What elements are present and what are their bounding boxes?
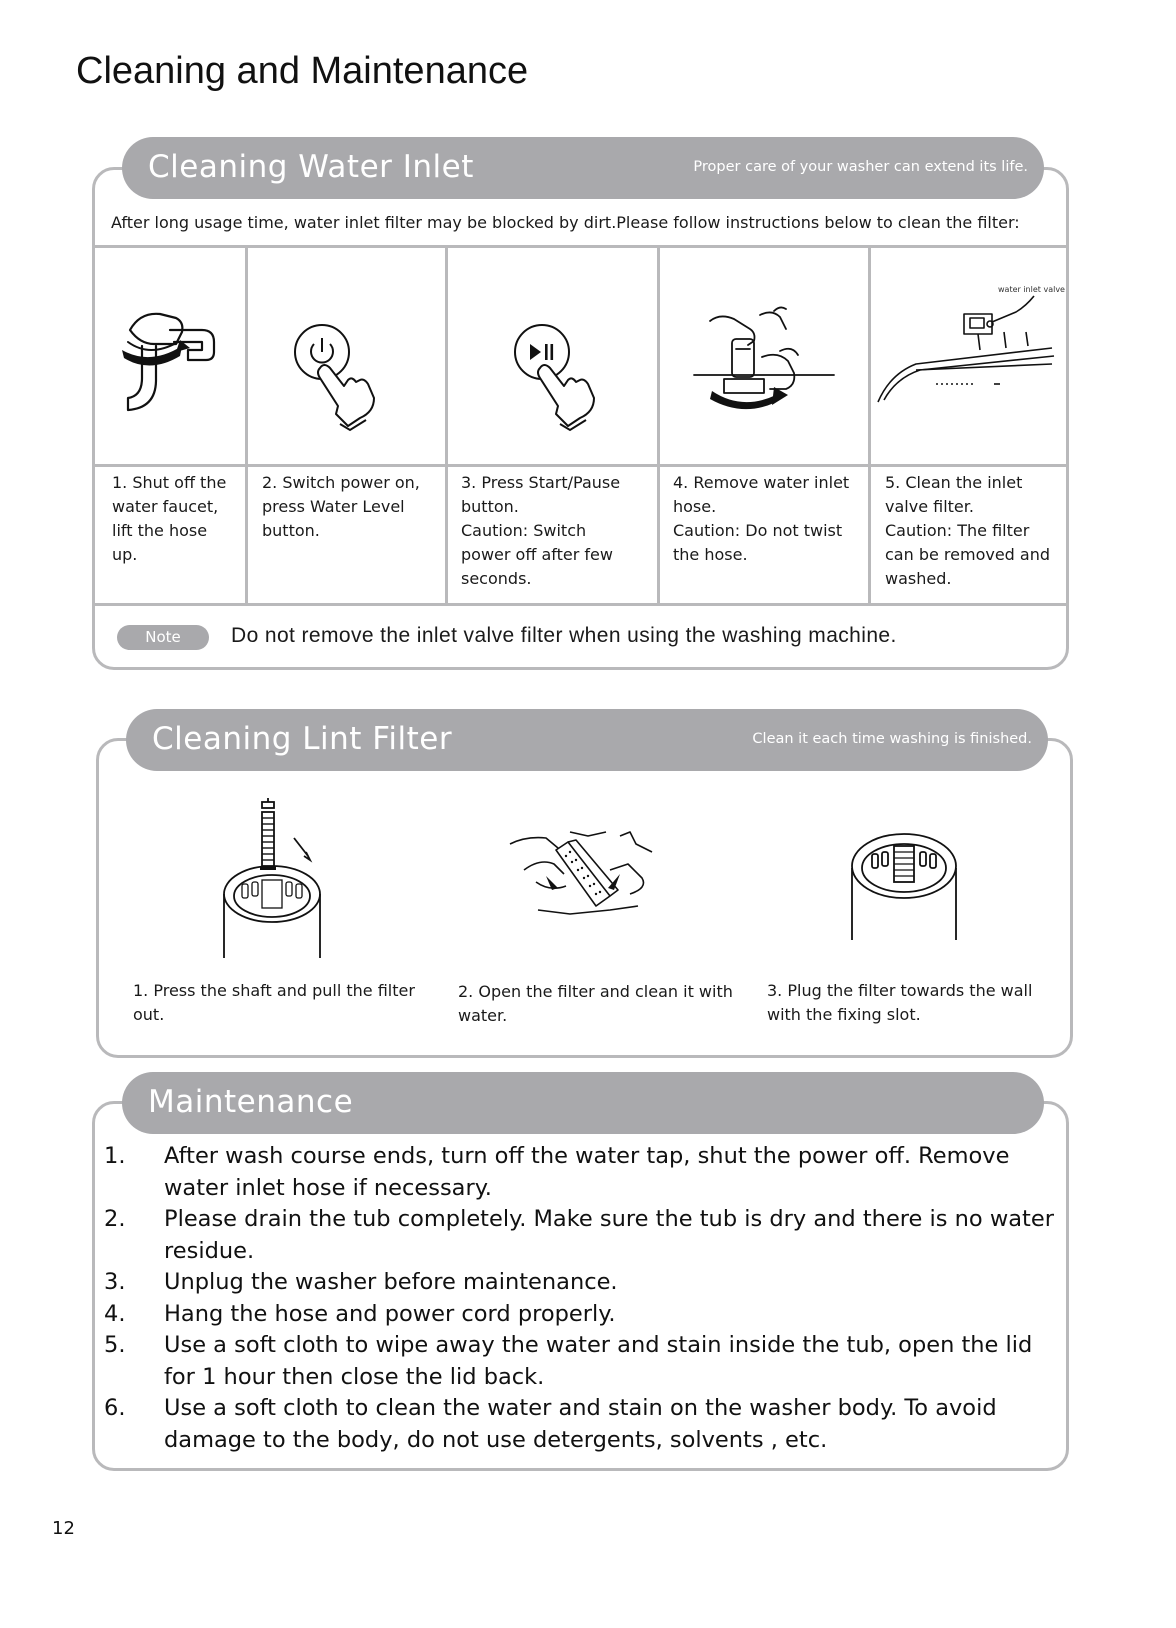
filter-plug-in-icon xyxy=(846,824,962,942)
inlet-step-2: 2. Switch power on, press Water Level button. xyxy=(262,473,420,540)
water-inlet-header xyxy=(122,137,1044,199)
note-badge: Note xyxy=(117,625,209,650)
inlet-step-3: 3. Press Start/Pause button. Caution: Switch power off after few seconds. xyxy=(461,473,621,588)
list-item: 4. Hang the hose and power cord properly. xyxy=(104,1300,616,1327)
divider xyxy=(868,246,871,604)
filter-pull-out-icon xyxy=(220,798,340,960)
water-inlet-title: Cleaning Water Inlet xyxy=(148,149,474,185)
filter-open-icon xyxy=(510,830,680,930)
water-inlet-subtitle: Proper care of your washer can extend its life. xyxy=(693,159,1028,175)
power-button-icon xyxy=(290,322,390,432)
maintenance-list xyxy=(104,1141,1064,1456)
inlet-valve-icon xyxy=(876,292,1060,412)
lint-filter-title: Cleaning Lint Filter xyxy=(152,721,453,757)
note-text: Do not remove the inlet valve filter when using the washing machine. xyxy=(231,624,897,647)
divider xyxy=(93,603,1068,606)
divider xyxy=(93,245,1068,248)
list-item: 1. After wash course ends, turn off the water tap, shut the power off. Remove water inlet hose if necessary. xyxy=(104,1143,1010,1201)
divider xyxy=(657,246,660,604)
inlet-step-4: 4. Remove water inlet hose. Caution: Do not twist the hose. xyxy=(673,473,850,564)
inlet-step-5: 5. Clean the inlet valve filter. Caution: The filter can be removed and washed. xyxy=(885,473,1051,588)
water-inlet-intro: After long usage time, water inlet filter may be blocked by dirt.Please follow instructions below to clean the filter: xyxy=(111,213,1020,232)
inlet-step-1: 1. Shut off the water faucet, lift the hose up. xyxy=(112,473,227,564)
divider xyxy=(93,464,1068,467)
lint-filter-header xyxy=(126,709,1048,771)
lint-filter-subtitle: Clean it each time washing is finished. xyxy=(752,731,1032,747)
page-number: 12 xyxy=(52,1518,75,1539)
list-item: 6. Use a soft cloth to clean the water and stain on the washer body. To avoid damage to the body, do not use detergents, solvents , etc. xyxy=(104,1395,997,1453)
lint-step-2: 2. Open the filter and clean it with water. xyxy=(458,982,733,1025)
lint-step-1: 1. Press the shaft and pull the filter out. xyxy=(133,981,415,1024)
page-title: Cleaning and Maintenance xyxy=(76,50,529,92)
start-pause-button-icon xyxy=(510,322,610,432)
hose-removal-icon xyxy=(690,305,840,420)
maintenance-header xyxy=(122,1072,1044,1134)
valve-label: water inlet valve xyxy=(998,285,1065,294)
faucet-icon xyxy=(110,300,220,420)
list-item: 2. Please drain the tub completely. Make sure the tub is dry and there is no water residue. xyxy=(104,1206,1054,1264)
maintenance-title: Maintenance xyxy=(148,1084,354,1120)
divider xyxy=(445,246,448,604)
list-item: 3. Unplug the washer before maintenance. xyxy=(104,1269,618,1295)
divider xyxy=(245,246,248,604)
list-item: 5. Use a soft cloth to wipe away the water and stain inside the tub, open the lid for 1 hour then close the lid back. xyxy=(104,1332,1033,1390)
lint-step-3: 3. Plug the filter towards the wall with the fixing slot. xyxy=(767,981,1033,1024)
